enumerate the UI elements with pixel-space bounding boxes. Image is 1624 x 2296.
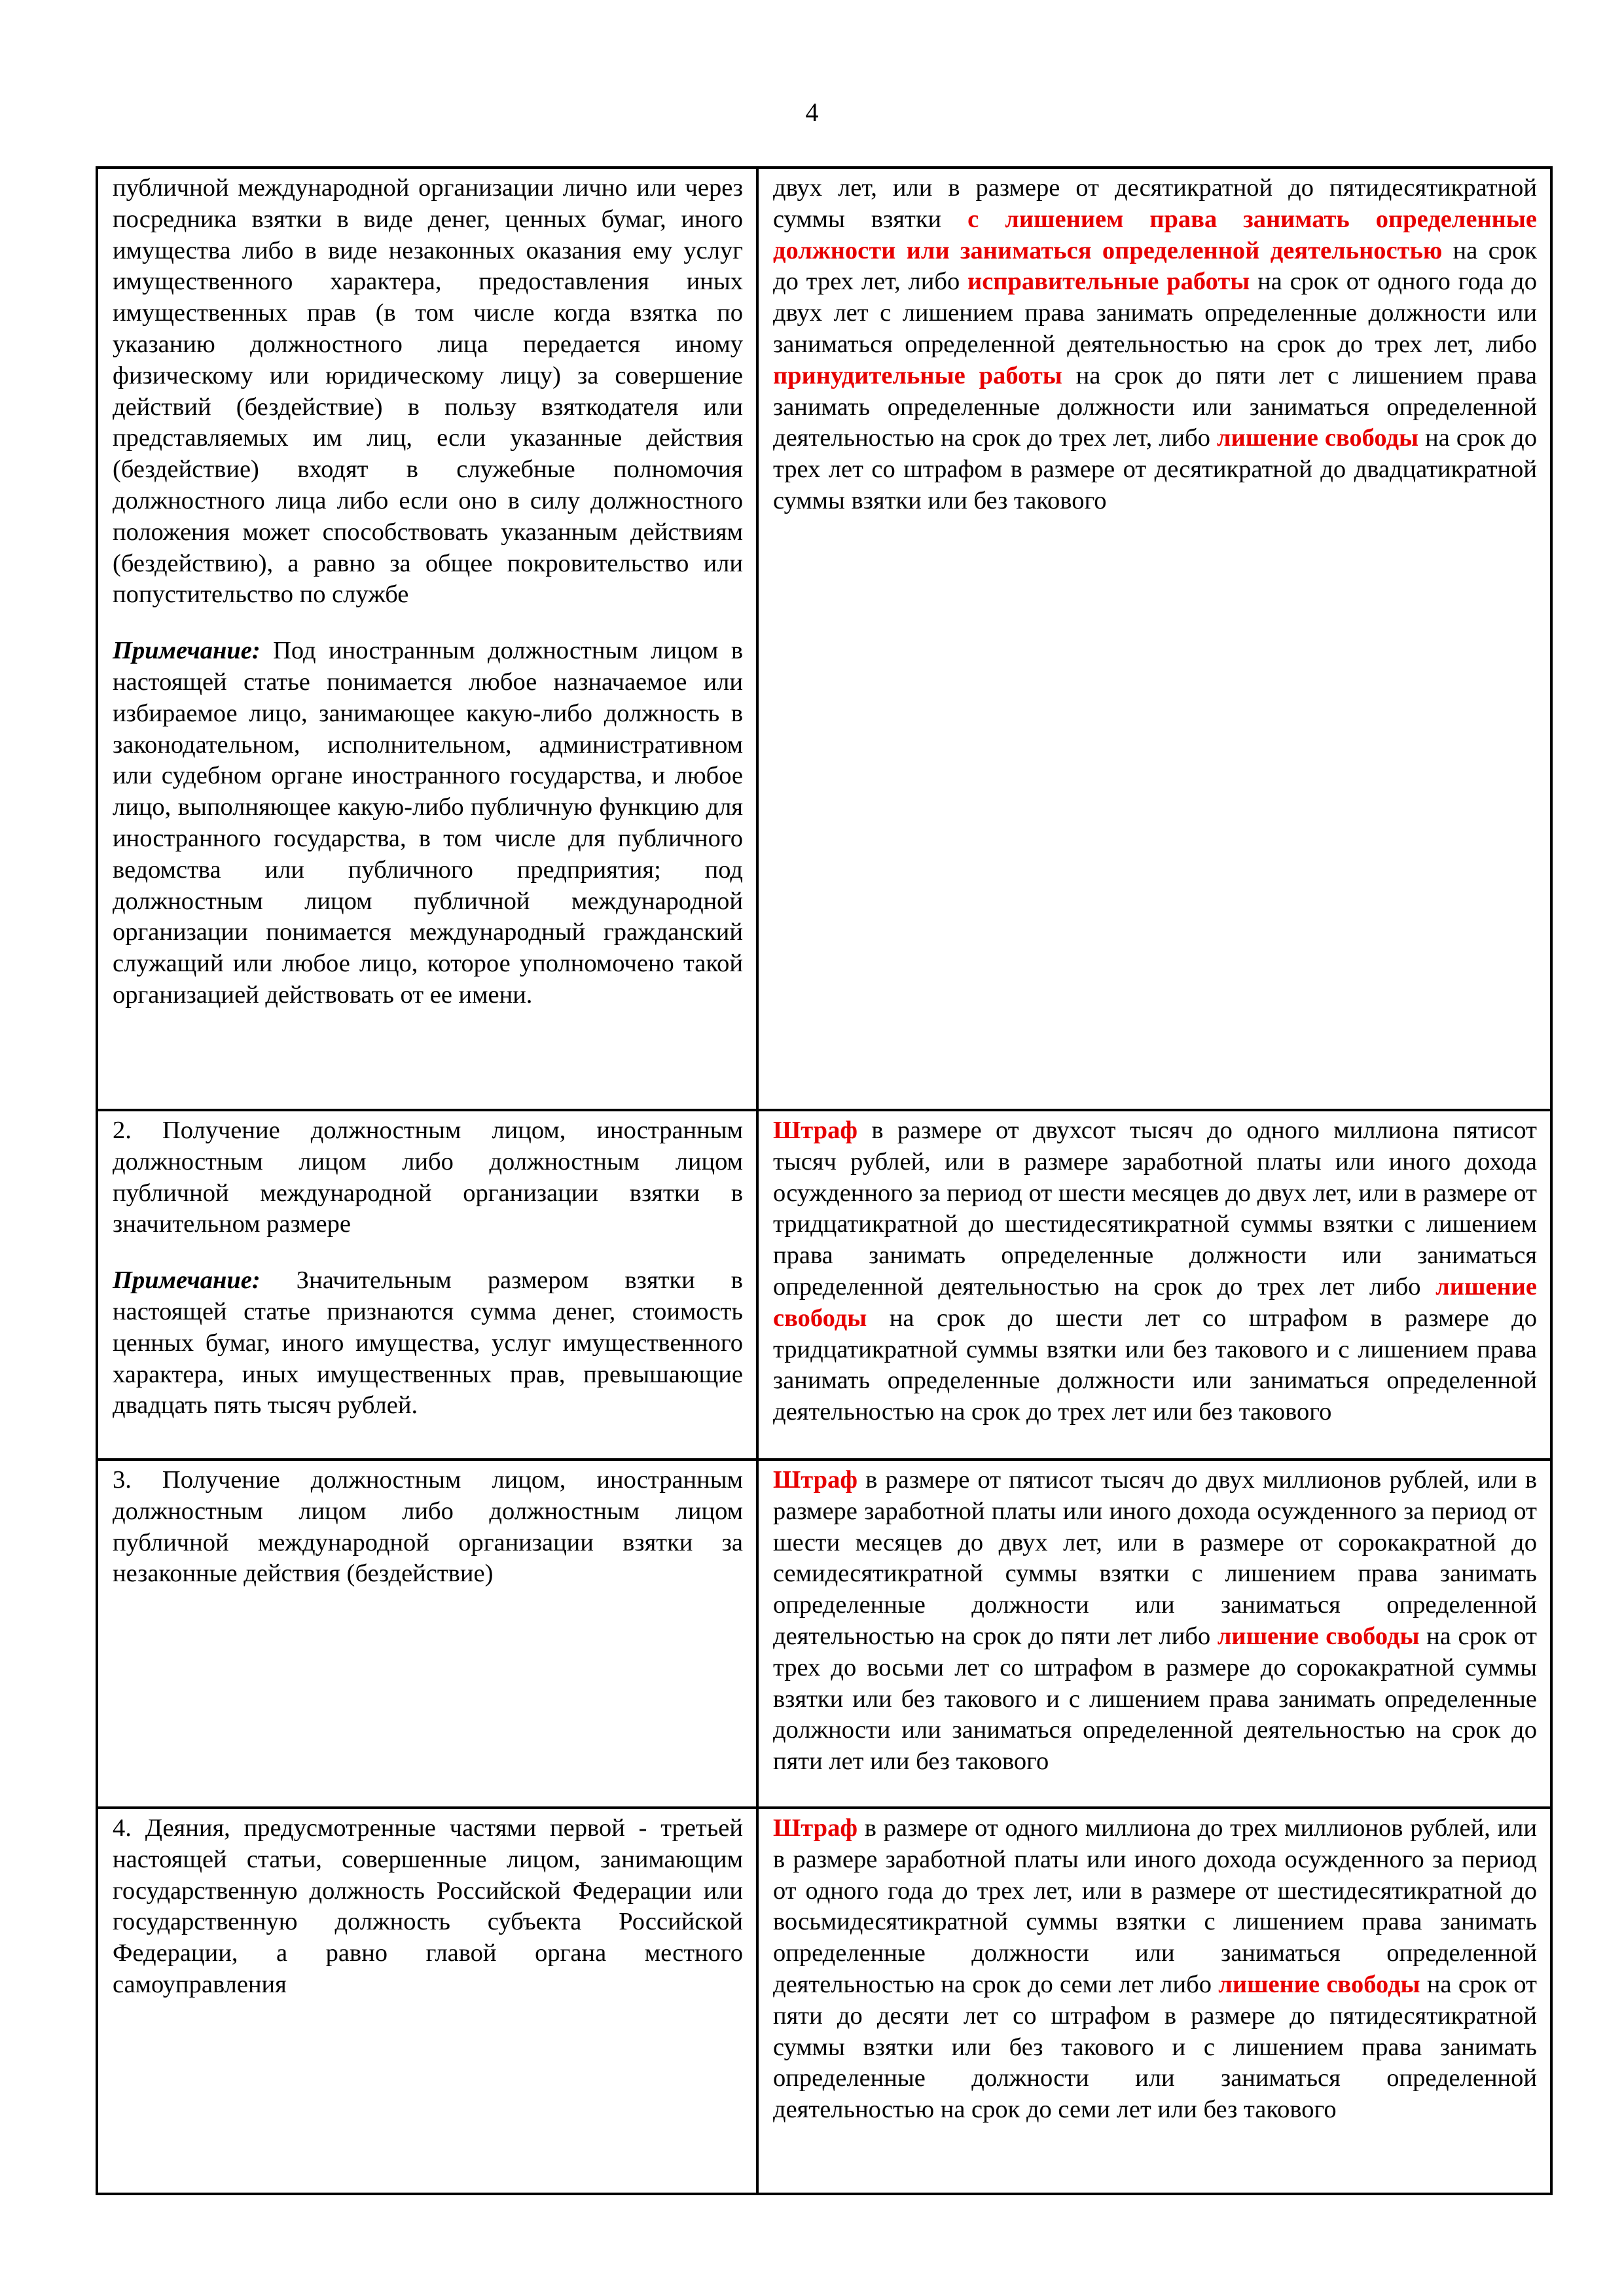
penalty-segment: в размере от одного миллиона до трех миллионов рублей, или в размере заработной платы или иного дохода осужденного за период от одного года до трех лет, или в размере от шестидесятикратной до восьмидесятикратной суммы взятки с лишением права занимать определенные должности или заниматься определенной деятельностью на срок до семи лет либо xyxy=(773,1814,1537,1998)
penalty-segment: двух лет, или в размере от десятикратной до пятидесятикратной суммы взятки xyxy=(773,174,1537,233)
table-row xyxy=(97,1808,1551,2194)
offense-description: 3. Получение должностным лицом, иностранным должностным лицом либо должностным лицом публичной международной организации взятки за незаконные действия (бездействие) xyxy=(113,1466,743,1588)
page-number: 4 xyxy=(805,98,819,127)
penalty-segment: на срок до трех лет со штрафом в размере от десятикратной до двадцатикратной суммы взятки или без такового xyxy=(773,424,1537,514)
penalty-segment: в размере от пятисот тысяч до двух миллионов рублей, или в размере заработной платы или иного дохода осужденного за период от шести месяцев до двух лет, или в размере от сорокакратной до семидесятикратной суммы взятки с лишением права занимать определенные должности или заниматься определенной деятельностью на срок до пяти лет либо xyxy=(773,1466,1537,1650)
penalty-cell xyxy=(757,1110,1551,1460)
offense-description: публичной международной организации лично или через посредника взятки в виде денег, ценных бумаг, иного имущества либо в виде незаконных оказания ему услуг имущественного характера, предоставления иных имущественных прав (в том числе когда взятка по указанию должностного лица передается иному физическому или юридическому лицу) за совершение действий (бездействие) в пользу взяткодателя или представляемых им лиц, если указанные действия (бездействие) входят в служебные полномочия должностного лица либо если оно в силу должностного положения может способствовать указанным действиям (бездействию), а равно за общее покровительство или попустительство по службе xyxy=(113,174,743,609)
penalty-highlight: лишение свободы xyxy=(1217,1622,1420,1650)
offense-description: 2. Получение должностным лицом, иностранным должностным лицом либо должностным лицом публичной международной организации взятки в значительном размере xyxy=(113,1117,743,1238)
penalty-segment: на срок до шести лет со штрафом в размере до тридцатикратной суммы взятки или без такового и с лишением права занимать определенные должности или заниматься определенной деятельностью на срок до трех лет или без такового xyxy=(773,1304,1537,1426)
offense-description: 4. Деяния, предусмотренные частями первой - третьей настоящей статьи, совершенные лицом, занимающим государственную должность Российской Федерации или государственную должность субъекта Российской Федерации, а равно главой органа местного самоуправления xyxy=(113,1814,743,1998)
penalties-table xyxy=(96,166,1553,2195)
penalty-segment: на срок от пяти до десяти лет со штрафом в размере до пятидесятикратной суммы взятки или без такового и с лишением права занимать определенные должности или заниматься определенной деятельностью на срок до семи лет или без такового xyxy=(773,1970,1537,2124)
penalty-highlight: исправительные работы xyxy=(967,268,1250,296)
penalty-highlight: лишение свободы xyxy=(1218,1970,1420,1998)
penalty-highlight: Штраф xyxy=(773,1466,857,1494)
penalty-text xyxy=(773,1115,1537,1428)
penalty-text xyxy=(773,173,1537,517)
penalty-segment: на срок от трех до восьми лет со штрафом в размере до сорокакратной суммы взятки или без такового и с лишением права занимать определенные должности или заниматься определенной деятельностью на срок до пяти лет или без такового xyxy=(773,1622,1537,1776)
penalty-highlight: лишение свободы xyxy=(1216,424,1419,452)
penalty-segment: в размере от двухсот тысяч до одного миллиона пятисот тысяч рублей, или в размере заработной платы или иного дохода осужденного за период от шести месяцев до двух лет, или в размере от тридцатикратной до шестидесятикратной суммы взятки с лишением права занимать определенные должности или заниматься определенной деятельностью на срок до трех лет либо xyxy=(773,1117,1537,1300)
note-text: Под иностранным должностным лицом в настоящей статье понимается любое назначаемое или избираемое лицо, занимающее какую-либо должность в законодательном, исполнительном, административном или судебном органе иностранного государства, и любое лицо, выполняющее какую-либо публичную функцию для иностранного государства, в том числе для публичного ведомства или публичного предприятия; под должностным лицом публичной международной организации понимается международный гражданский служащий или любое лицо, которое уполномочено такой организацией действовать от ее имени. xyxy=(113,637,743,1009)
table-row xyxy=(97,1460,1551,1808)
penalty-cell xyxy=(757,1808,1551,2194)
penalty-segment: на срок до пяти лет с лишением права занимать определенные должности или заниматься определенной деятельностью на срок до трех лет, либо xyxy=(773,361,1537,452)
penalty-text xyxy=(773,1465,1537,1778)
penalty-highlight: с лишением права занимать определенные должности или заниматься определенной деятельностью xyxy=(773,205,1537,264)
table-row xyxy=(97,168,1551,1110)
offense-cell xyxy=(97,1460,757,1808)
penalty-highlight: лишение свободы xyxy=(773,1272,1537,1332)
offense-note xyxy=(113,636,743,1011)
penalty-cell xyxy=(757,1460,1551,1808)
offense-note xyxy=(113,1265,743,1422)
penalty-segment: на срок от одного года до двух лет с лишением права занимать определенные должности или заниматься определенной деятельностью на срок до трех лет, либо xyxy=(773,268,1537,358)
penalty-segment: на срок до трех лет, либо xyxy=(773,236,1537,296)
penalty-highlight: Штраф xyxy=(773,1117,857,1144)
penalty-text xyxy=(773,1813,1537,2126)
penalty-highlight: Штраф xyxy=(773,1814,857,1842)
penalty-cell xyxy=(757,168,1551,1110)
note-label: Примечание: xyxy=(113,637,261,665)
note-text: Значительным размером взятки в настоящей статье признаются сумма денег, стоимость ценных бумаг, иного имущества, услуг имущественного характера, иных имущественных прав, превышающие двадцать пять тысяч рублей. xyxy=(113,1266,743,1420)
table-row xyxy=(97,1110,1551,1460)
penalty-highlight: принудительные работы xyxy=(773,361,1062,389)
offense-cell xyxy=(97,1110,757,1460)
offense-cell xyxy=(97,1808,757,2194)
offense-cell xyxy=(97,168,757,1110)
note-label: Примечание: xyxy=(113,1266,261,1295)
